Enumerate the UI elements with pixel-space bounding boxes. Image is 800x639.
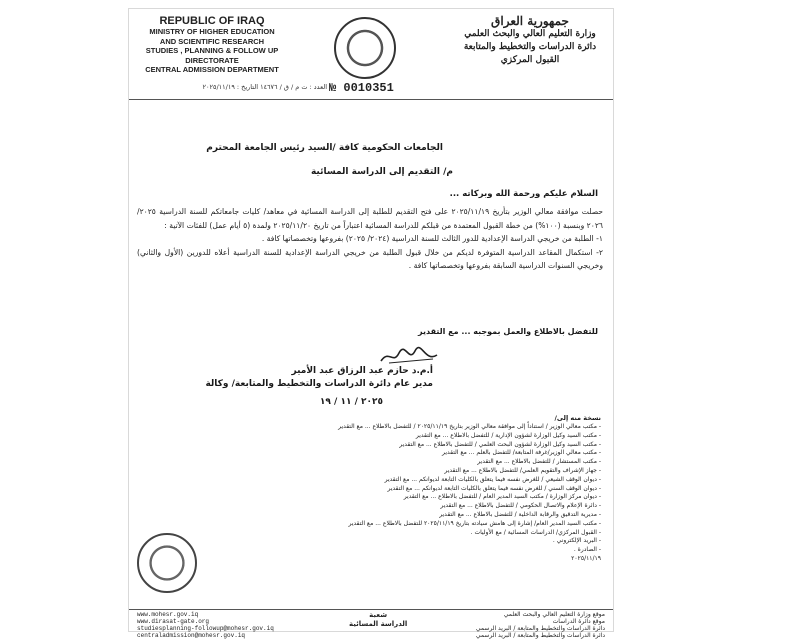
header-arabic-block (455, 15, 605, 67)
copy-recipient: - ديوان الوقف السني / للغرض نفسه فيما يتعلق بالكليات التابعة لديوانكم ... مع التقدير (387, 484, 601, 492)
body-paragraph: حصلت موافقة معالي الوزير بتأريخ ٢٠٢٥/١١/١٩ على فتح التقديم للطلبة إلى الدراسة المسائية في معاهد/ كليات جامعاتكم للسنة الدراسية ٢٠٢٥/ ٢٠٢٦ وبنسبة (١٠٠%) من خطة القبول المعتمدة من قبلكم للدراسة المسائية اعتباراً من تاريخ ٢٠٢٥/١١/٢٠ ولمدة (٥ أيام عمل) للفئات الآتية : (137, 207, 603, 230)
header-en-line: REPUBLIC OF IRAQ (159, 15, 265, 27)
footer-seal-icon (137, 533, 197, 593)
footer-divider (129, 609, 613, 610)
recipient-line: الجامعات الحكومية كافة /السيد رئيس الجامعة المحترم (206, 143, 443, 153)
copy-recipient: - مكتب معالي الوزير/غرفة المتابعة/ للتفضل بالعلم ... مع التقدير (442, 449, 601, 457)
footer-link[interactable]: studiesplanning-followup@mohesr.gov.iq (137, 625, 274, 632)
header-ar-line: وزارة التعليم العالي والبحث العلمي (464, 29, 596, 39)
reference-number-line: العدد : ت م / ق / ١٤٦٧٦ التاريخ : ٢٠٢٥/١١/١٩ (202, 83, 327, 91)
header-ar-line: القبول المركزي (500, 55, 560, 65)
footer-link[interactable]: www.dirasat-gate.org (137, 618, 210, 625)
copy-recipient: - ديوان الوقف الشيعي / للغرض نفسه فيما يتعلق بالكليات التابعة لديوانكم ... مع التقدير (384, 475, 601, 483)
signature-icon (379, 345, 439, 367)
signature-date: ٢٠٢٥ / ١١ / ١٩ (319, 397, 383, 407)
header-divider (129, 99, 613, 100)
footer-links (137, 611, 274, 639)
copy-recipient: - البريد الإلكتروني . (552, 537, 601, 545)
footer-label: موقع وزارة التعليم العالي والبحث العلمي (503, 611, 605, 618)
copy-recipient: - مكتب المستشار / للتفضل بالاطلاع ... مع التقدير (477, 458, 601, 466)
signer-block (205, 365, 433, 391)
ministry-seal-icon (334, 17, 396, 79)
header-ar-line: دائرة الدراسات والتخطيط والمتابعة (463, 42, 597, 52)
footer-mid-line: الدراسة المسائية (349, 620, 408, 628)
footer-labels (476, 611, 605, 639)
header-english-block (137, 15, 287, 75)
header-en-line: MINISTRY OF HIGHER EDUCATION (149, 27, 275, 36)
subject-line: م/ التقديم إلى الدراسة المسائية (310, 167, 453, 177)
letter-body (137, 205, 603, 273)
official-letter-page (128, 8, 614, 639)
footer-label: موقع دائرة الدراسات (552, 618, 605, 625)
header-ar-line: جمهورية العراق (491, 14, 569, 28)
closing-line: للتفضل بالاطلاع والعمل بموجبه ... مع التقدير (418, 327, 598, 336)
copy-recipient: - مديرية التدقيق والرقابة الداخلية / للتفضل بالاطلاع ... مع التقدير (439, 510, 601, 518)
copy-recipient: - ديوان مركز الوزارة / مكتب السيد المدير العام / للتفضل بالاطلاع ... مع التقدير (403, 493, 601, 501)
header-en-line: AND SCIENTIFIC RESEARCH (159, 36, 265, 46)
copies-list (161, 423, 601, 564)
copy-recipient: - جهاز الإشراف والتقويم العلمي/ للتفضل بالاطلاع ... مع التقدير (444, 466, 601, 474)
greeting: السلام عليكم ورحمة الله وبركاته ... (449, 189, 598, 199)
copy-recipient: - مكتب السيد وكيل الوزارة لشؤون الإدارية / للتفضل بالاطلاع ... مع التقدير (415, 431, 601, 439)
footer-section-name (349, 611, 407, 629)
copy-recipient: - مكتب السيد وكيل الوزارة لشؤون البحث العلمي / للتفضل بالاطلاع ... مع التقدير (399, 440, 601, 448)
signer-name: أ.م.د حازم عبد الرزاق عبد الأمير (291, 366, 433, 376)
header-en-line: STUDIES , PLANNING & FOLLOW UP DIRECTORATE (145, 46, 279, 65)
header-en-line: CENTRAL ADMISSION DEPARTMENT (145, 65, 279, 74)
copy-recipient: - دائرة الإعلام والاتصال الحكومي / للتفضل بالاطلاع ... مع التقدير (440, 502, 601, 510)
serial-number: № 0010351 (329, 81, 394, 95)
copy-recipient: - القبول المركزي/ الدراسات المسائية / مع الأوليات . (470, 528, 601, 536)
copies-heading: نسخة منه إلى/ (554, 414, 601, 422)
copy-recipient: - الصادرة . (573, 546, 601, 554)
body-item: ٢- استكمال المقاعد الدراسية المتوفرة لديكم من خلال قبول الطلبة من خريجي الدراسة الإعدادية للسنة الدراسية أعلاه للدورين (الأول والثاني) وخريجي السنوات الدراسية السابقة بفروعها وتخصصاتها كافة . (137, 247, 603, 270)
copies-stamp: ٢٠٢٥/١١/١٩ (571, 554, 601, 562)
signer-title: مدير عام دائرة الدراسات والتخطيط والمتابعة/ وكالة (205, 379, 433, 389)
footer-link[interactable]: www.mohesr.gov.iq (137, 611, 199, 618)
copy-recipient: - مكتب معالي الوزير / استناداً إلى موافقة معالي الوزير بتاريخ ٢٠٢٥/١١/١٩ / للتفضل بالاطلاع ... مع التقدير (338, 423, 601, 430)
body-item: ١- الطلبة من خريجي الدراسة الإعدادية للدور الثالث للسنة الدراسية (٢٠٢٤/ ٢٠٢٥) بفروعها وتخصصاتها كافة . (261, 234, 603, 243)
footer-label: دائرة الدراسات والتخطيط والمتابعة / البريد الرسمي (475, 632, 605, 639)
footer-mid-line: شعبة (369, 611, 388, 619)
copy-recipient: - مكتب السيد المدير العام/ إشارة إلى هامش سيادته بتاريخ ٢٠٢٥/١١/١٩ للتفضل بالاطلاع ... مع التقدير (348, 519, 601, 527)
footer-link[interactable]: centraladmission@mohesr.gov.iq (137, 632, 246, 639)
footer-label: دائرة الدراسات والتخطيط والمتابعة / البريد الرسمي (475, 625, 605, 632)
